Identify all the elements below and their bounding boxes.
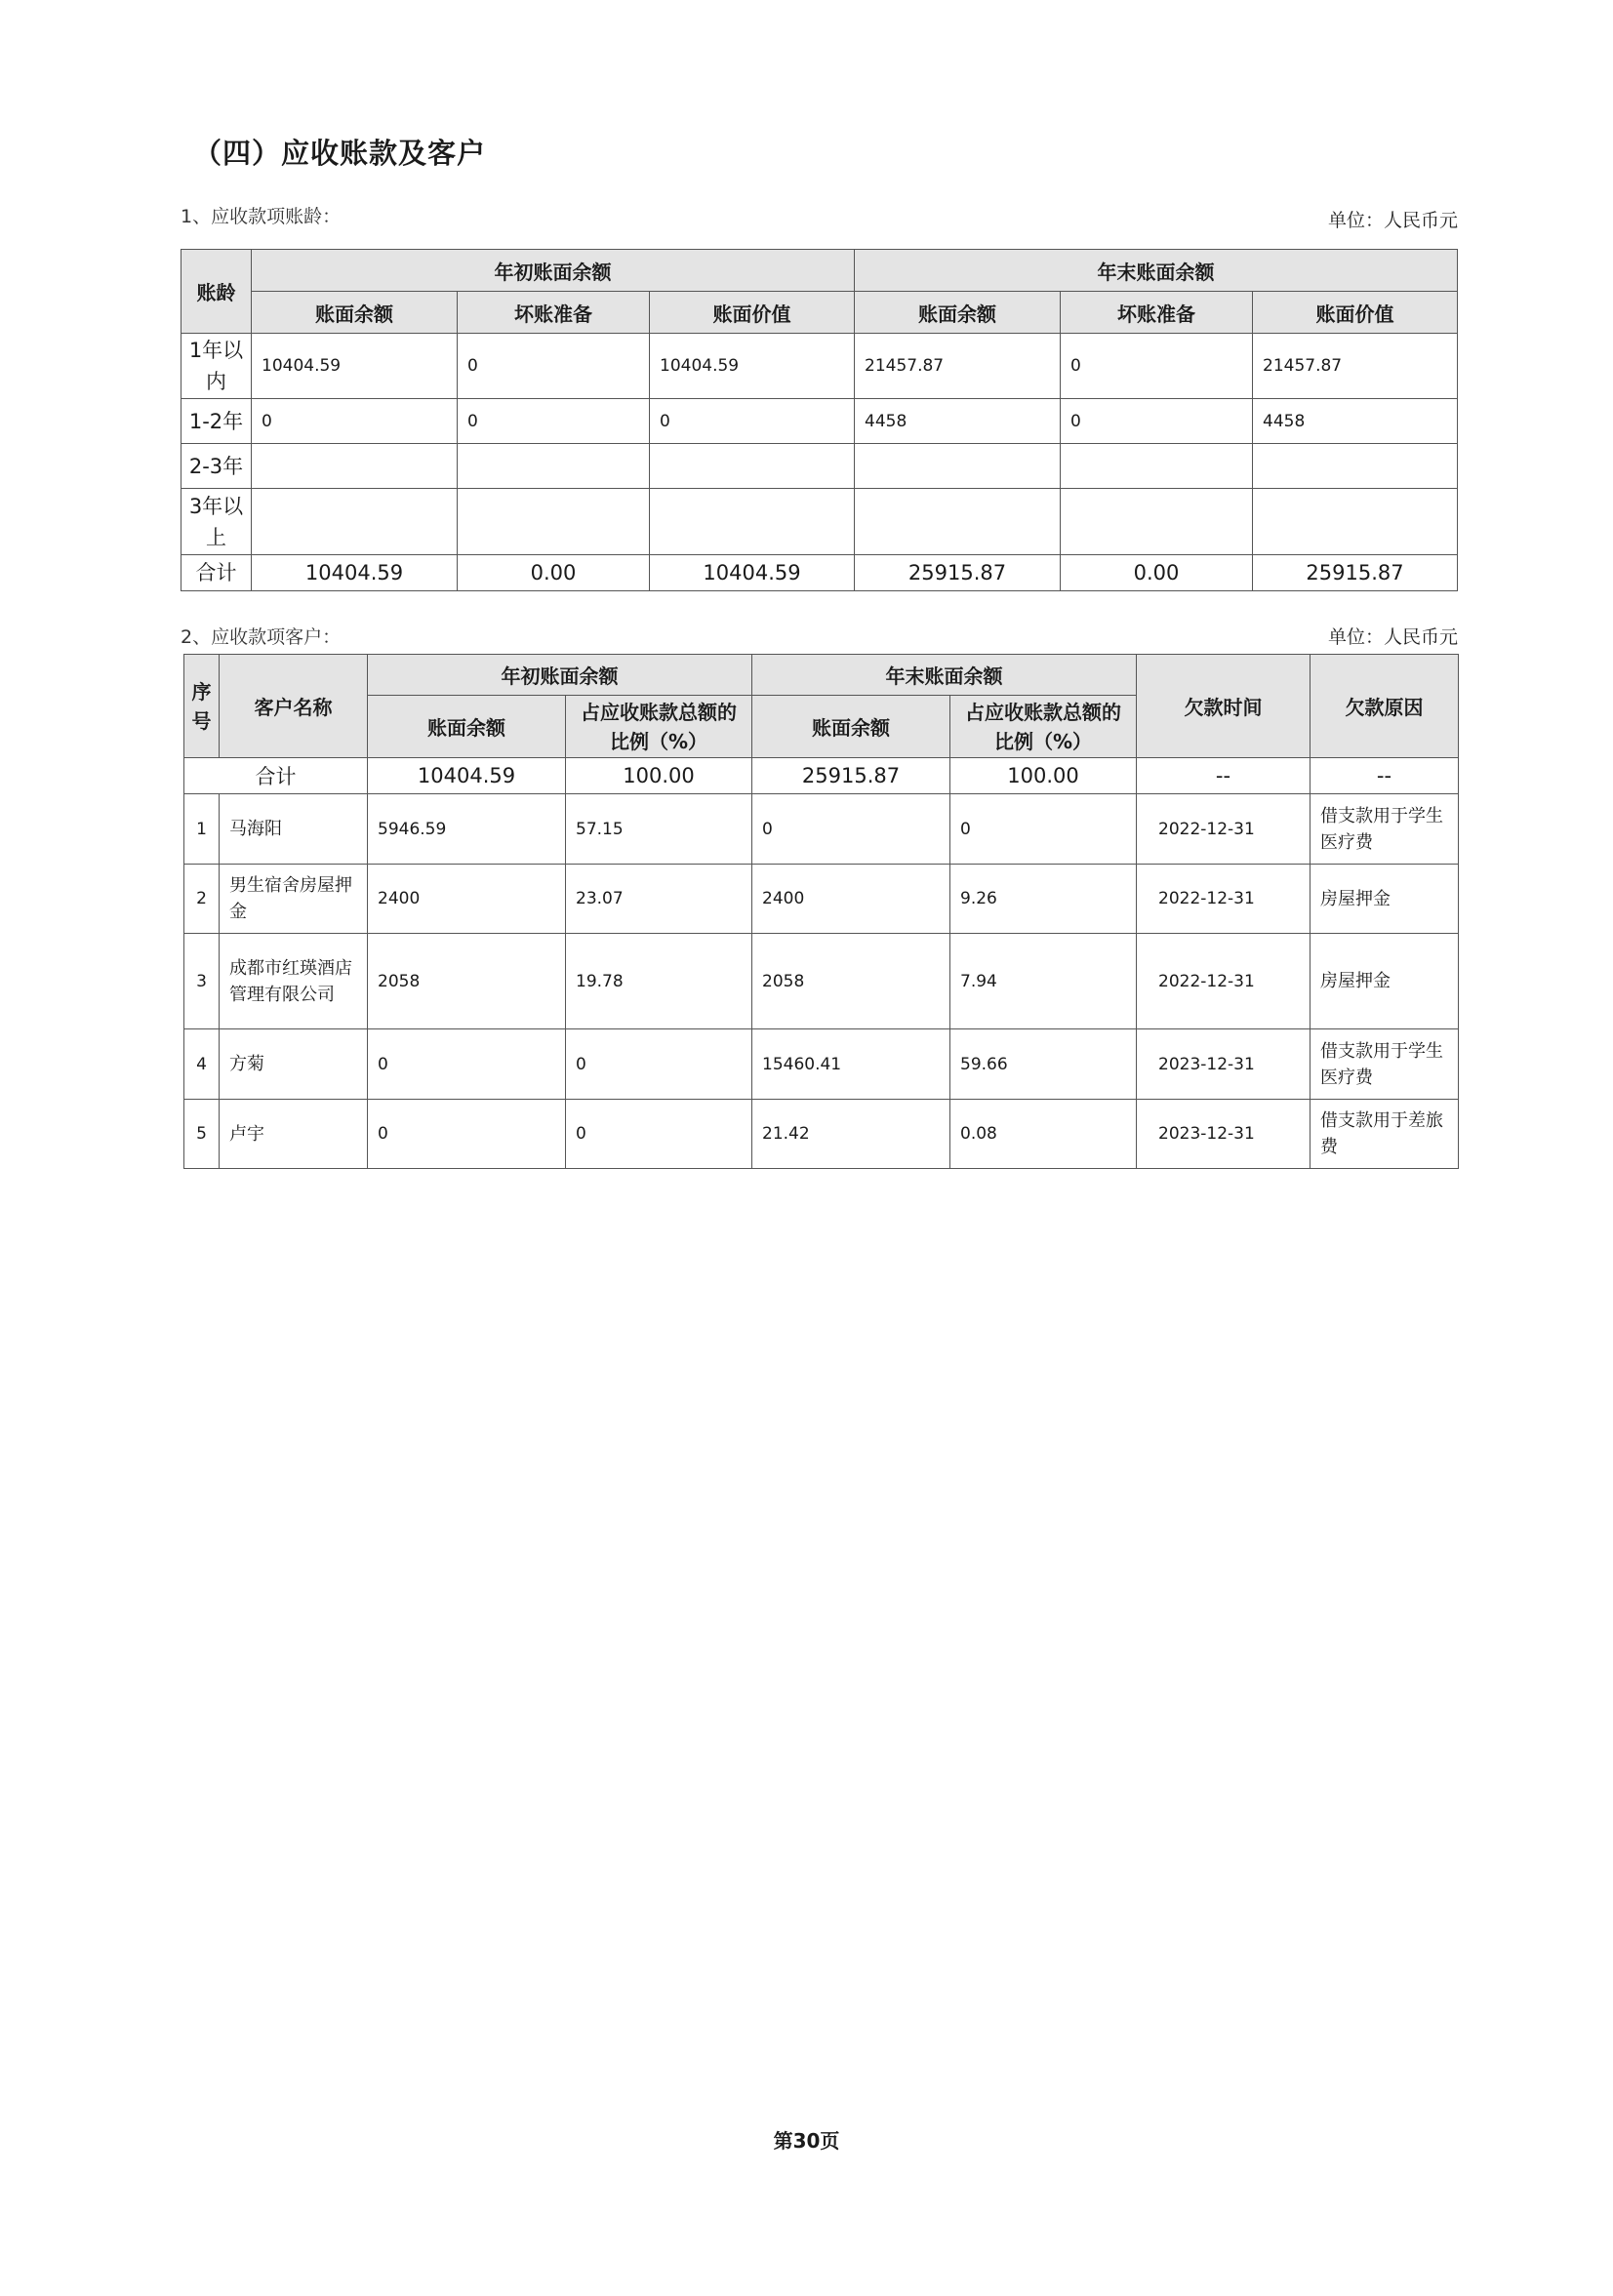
cell-end-value: 4458: [1253, 399, 1458, 444]
age-label: 1年以内: [181, 334, 252, 399]
customer-unit: 单位：人民币元: [1328, 626, 1459, 648]
cell-debt-time: 2023-12-31: [1137, 1100, 1311, 1169]
table-row: [181, 444, 1458, 489]
cell-customer-name: 成都市红瑛酒店管理有限公司: [220, 934, 368, 1029]
cell-end-balance: 21457.87: [855, 334, 1061, 399]
table-row: [184, 1029, 1459, 1100]
header-begin-ratio: 占应收账款总额的比例（%）: [566, 696, 752, 758]
total-label: 合计: [181, 555, 252, 591]
total-end-value: 25915.87: [1253, 555, 1458, 591]
cell-begin-bad-debt: 0: [458, 334, 650, 399]
cell-begin-bad-debt: [458, 444, 650, 489]
cell-end-balance: 15460.41: [752, 1029, 950, 1100]
total-end-balance: 25915.87: [752, 758, 950, 794]
cell-debt-reason: 房屋押金: [1311, 934, 1459, 1029]
cell-end-balance: 21.42: [752, 1100, 950, 1169]
cell-customer-name: 男生宿舍房屋押金: [220, 865, 368, 934]
cell-begin-value: [650, 444, 855, 489]
cell-customer-name: 方菊: [220, 1029, 368, 1100]
total-label: 合计: [184, 758, 368, 794]
cell-debt-reason: 借支款用于差旅费: [1311, 1100, 1459, 1169]
cell-debt-reason: 借支款用于学生医疗费: [1311, 1029, 1459, 1100]
total-begin-bad-debt: 0.00: [458, 555, 650, 591]
cell-end-value: 21457.87: [1253, 334, 1458, 399]
header-end-bad-debt: 坏账准备: [1061, 292, 1253, 334]
cell-begin-ratio: 23.07: [566, 865, 752, 934]
header-begin-group: 年初账面余额: [252, 250, 855, 292]
header-end-book-value: 账面价值: [1253, 292, 1458, 334]
cell-end-bad-debt: [1061, 444, 1253, 489]
header-begin-book-value: 账面价值: [650, 292, 855, 334]
cell-seq: 4: [184, 1029, 220, 1100]
cell-begin-value: 0: [650, 399, 855, 444]
cell-begin-balance: [252, 489, 458, 555]
total-debt-reason: --: [1311, 758, 1459, 794]
header-end-group: 年末账面余额: [752, 655, 1137, 696]
aging-table-title: 1、应收款项账龄：: [181, 206, 342, 227]
customer-table: [183, 654, 1459, 1169]
cell-debt-reason: 借支款用于学生医疗费: [1311, 794, 1459, 865]
cell-end-balance: [855, 444, 1061, 489]
cell-begin-value: [650, 489, 855, 555]
table-row: [184, 1100, 1459, 1169]
cell-end-ratio: 7.94: [950, 934, 1137, 1029]
cell-seq: 2: [184, 865, 220, 934]
header-begin-balance: 账面余额: [368, 696, 566, 758]
cell-end-ratio: 0.08: [950, 1100, 1137, 1169]
page-number: 第30页: [773, 2129, 840, 2153]
cell-customer-name: 马海阳: [220, 794, 368, 865]
cell-end-ratio: 59.66: [950, 1029, 1137, 1100]
cell-end-balance: [855, 489, 1061, 555]
aging-table: [181, 249, 1458, 591]
total-begin-value: 10404.59: [650, 555, 855, 591]
table-row: [181, 334, 1458, 399]
header-begin-bad-debt: 坏账准备: [458, 292, 650, 334]
header-debt-reason: 欠款原因: [1311, 655, 1459, 758]
cell-begin-ratio: 19.78: [566, 934, 752, 1029]
cell-seq: 3: [184, 934, 220, 1029]
cell-begin-balance: [252, 444, 458, 489]
table-row: [181, 489, 1458, 555]
cell-begin-ratio: 57.15: [566, 794, 752, 865]
cell-begin-ratio: 0: [566, 1029, 752, 1100]
header-debt-time: 欠款时间: [1137, 655, 1311, 758]
cell-end-ratio: 9.26: [950, 865, 1137, 934]
total-row: [181, 555, 1458, 591]
cell-begin-balance: 0: [368, 1100, 566, 1169]
header-end-balance: 账面余额: [752, 696, 950, 758]
cell-begin-balance: 0: [252, 399, 458, 444]
cell-customer-name: 卢宇: [220, 1100, 368, 1169]
cell-debt-time: 2023-12-31: [1137, 1029, 1311, 1100]
header-seq: 序号: [184, 655, 220, 758]
header-name: 客户名称: [220, 655, 368, 758]
cell-begin-balance: 2400: [368, 865, 566, 934]
cell-end-ratio: 0: [950, 794, 1137, 865]
total-debt-time: --: [1137, 758, 1311, 794]
cell-end-value: [1253, 444, 1458, 489]
total-begin-balance: 10404.59: [252, 555, 458, 591]
cell-begin-balance: 0: [368, 1029, 566, 1100]
cell-end-value: [1253, 489, 1458, 555]
cell-debt-time: 2022-12-31: [1137, 865, 1311, 934]
header-end-group: 年末账面余额: [855, 250, 1458, 292]
cell-begin-balance: 2058: [368, 934, 566, 1029]
age-label: 1-2年: [181, 399, 252, 444]
table-row: [181, 399, 1458, 444]
age-label: 2-3年: [181, 444, 252, 489]
section-title: （四）应收账款及客户: [193, 137, 487, 170]
cell-debt-time: 2022-12-31: [1137, 794, 1311, 865]
table-row: [184, 934, 1459, 1029]
total-end-ratio: 100.00: [950, 758, 1137, 794]
total-end-balance: 25915.87: [855, 555, 1061, 591]
cell-debt-reason: 房屋押金: [1311, 865, 1459, 934]
cell-begin-balance: 10404.59: [252, 334, 458, 399]
cell-end-bad-debt: [1061, 489, 1253, 555]
header-begin-book-balance: 账面余额: [252, 292, 458, 334]
age-label: 3年以上: [181, 489, 252, 555]
cell-debt-time: 2022-12-31: [1137, 934, 1311, 1029]
header-begin-group: 年初账面余额: [368, 655, 752, 696]
cell-end-balance: 2058: [752, 934, 950, 1029]
total-end-bad-debt: 0.00: [1061, 555, 1253, 591]
cell-begin-bad-debt: 0: [458, 399, 650, 444]
header-end-ratio: 占应收账款总额的比例（%）: [950, 696, 1137, 758]
total-row: [184, 758, 1459, 794]
total-begin-balance: 10404.59: [368, 758, 566, 794]
customer-table-title: 2、应收款项客户：: [181, 626, 342, 648]
cell-end-balance: 0: [752, 794, 950, 865]
cell-end-bad-debt: 0: [1061, 334, 1253, 399]
cell-seq: 5: [184, 1100, 220, 1169]
cell-begin-bad-debt: [458, 489, 650, 555]
cell-begin-ratio: 0: [566, 1100, 752, 1169]
aging-unit: 单位：人民币元: [1328, 210, 1459, 231]
header-end-book-balance: 账面余额: [855, 292, 1061, 334]
cell-begin-value: 10404.59: [650, 334, 855, 399]
total-begin-ratio: 100.00: [566, 758, 752, 794]
cell-end-balance: 2400: [752, 865, 950, 934]
header-age: 账龄: [181, 250, 252, 334]
cell-end-balance: 4458: [855, 399, 1061, 444]
cell-begin-balance: 5946.59: [368, 794, 566, 865]
table-row: [184, 865, 1459, 934]
cell-end-bad-debt: 0: [1061, 399, 1253, 444]
cell-seq: 1: [184, 794, 220, 865]
table-row: [184, 794, 1459, 865]
